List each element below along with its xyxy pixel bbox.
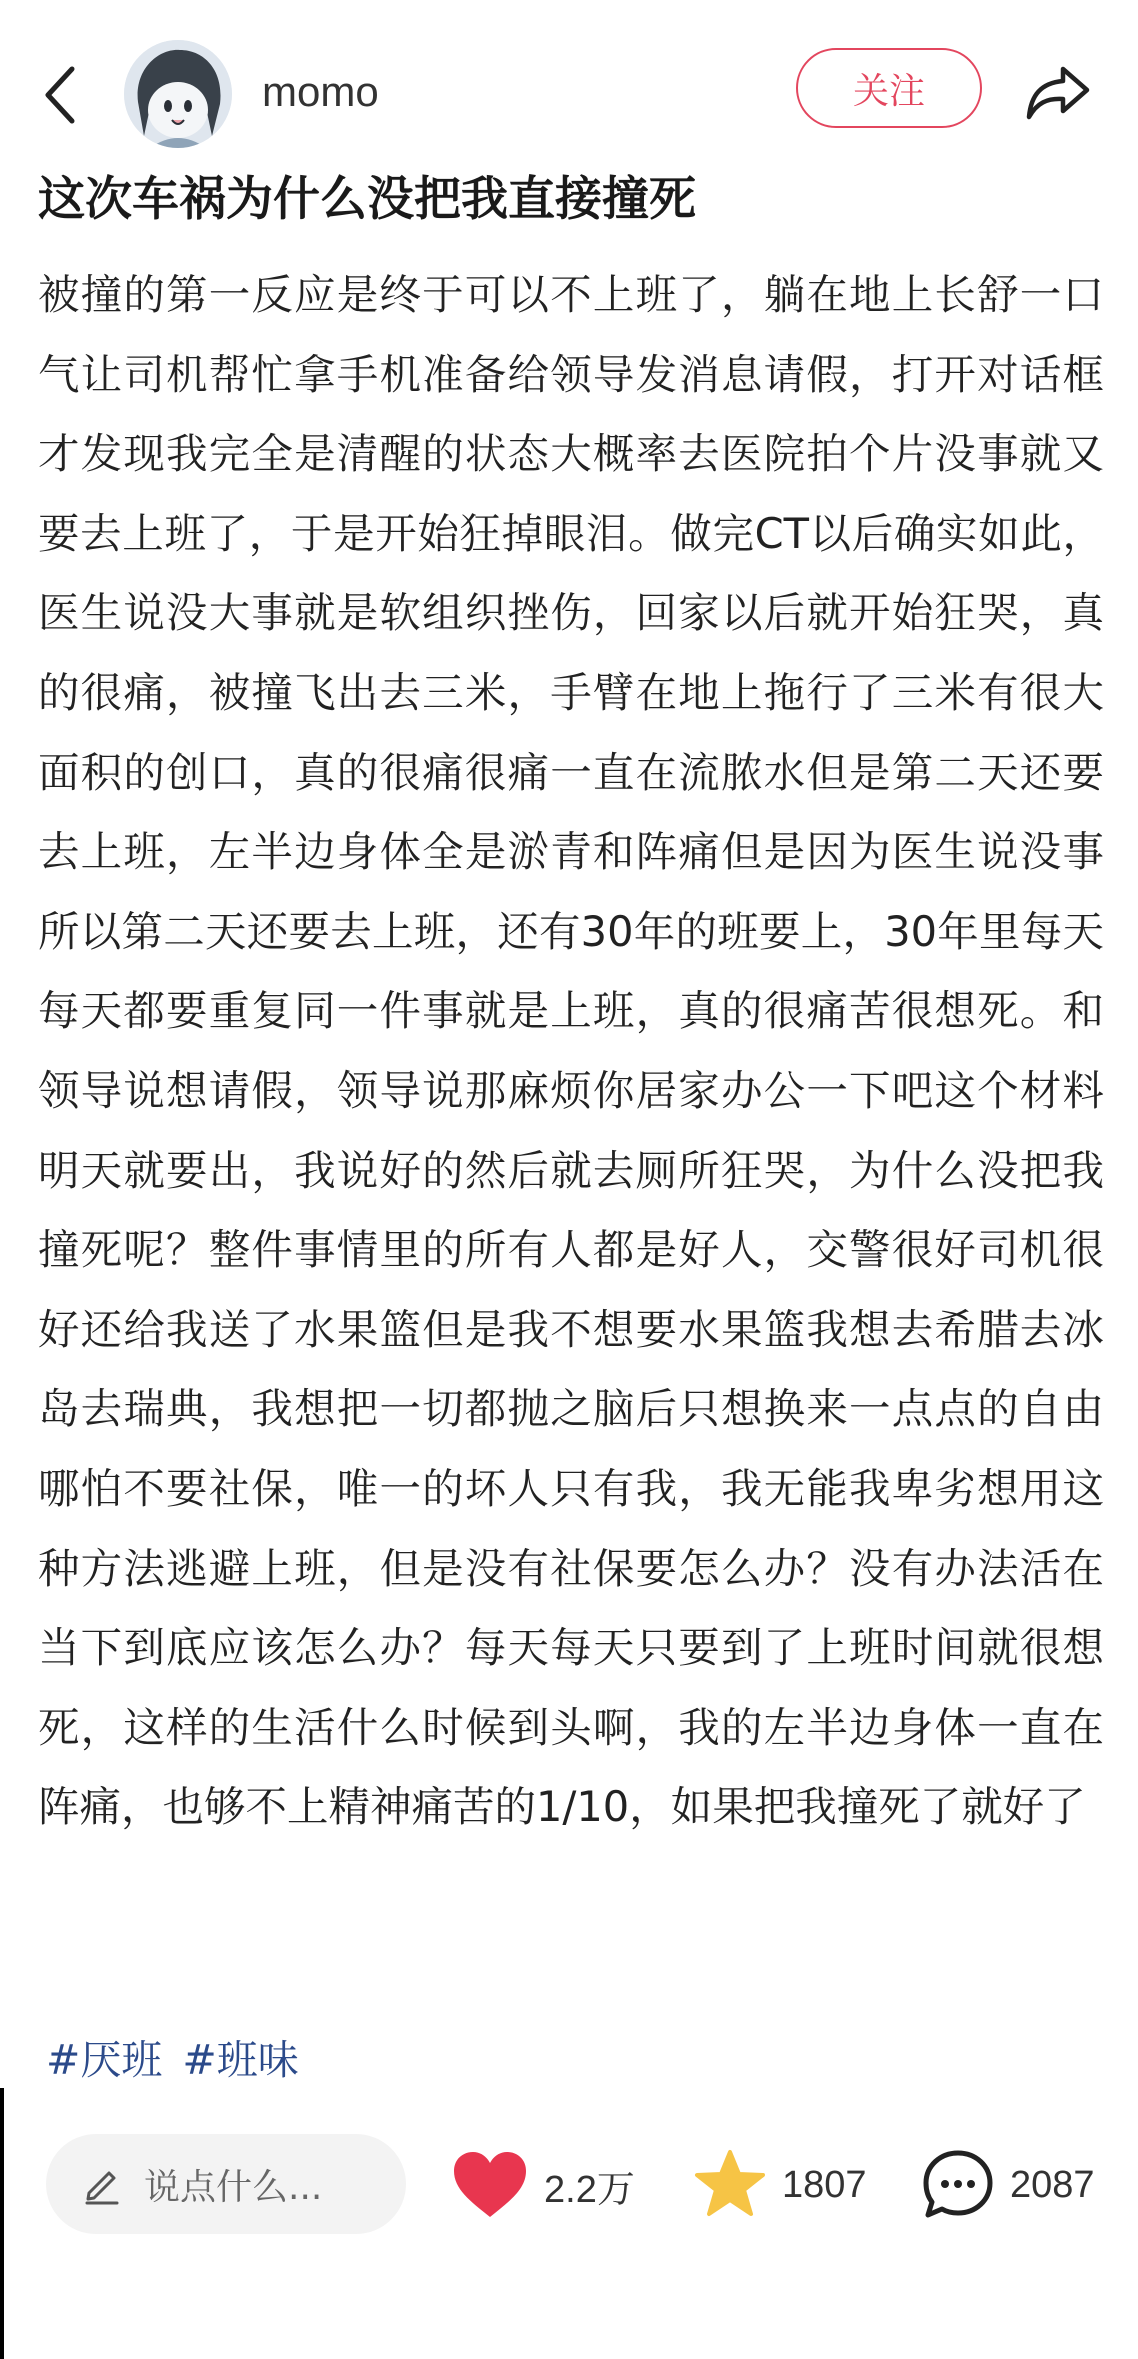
chevron-left-icon <box>40 63 80 127</box>
pen-icon <box>80 2162 124 2206</box>
post-body: 被撞的第一反应是终于可以不上班了，躺在地上长舒一口气让司机帮忙拿手机准备给领导发消息请假，打开对话框才发现我完全是清醒的状态大概率去医院拍个片没事就又要去上班了，于是开始狂掉眼泪。做完CT以后确实如此，医生说没大事就是软组织挫伤，回家以后就开始狂哭，真的很痛，被撞飞出去三米，手臂在地上拖行了三米有很大面积的创口，真的很痛很痛一直在流脓水但是第二天还要去上班，左半边身体全是淤青和阵痛但是因为医生说没事所以第二天还要去上班，还有30年的班要上，30年里每天每天都要重复同一件事就是上班，真的很痛苦很想死。和领导说想请假，领导说那麻烦你居家办公一下吧这个材料明天就要出，我说好的然后就去厕所狂哭，为什么没把我撞死呢？整件事情里的所有人都是好人，交警很好司机很好还给我送了水果篮但是我不想要水果篮我想去希腊去冰岛去瑞典，我想把一切都抛之脑后只想换来一点点的自由哪怕不要社保，唯一的坏人只有我，我无能我卑劣想用这种方法逃避上班，但是没有社保要怎么办？没有办法活在当下到底应该怎么办？每天每天只要到了上班时间就很想死，这样的生活什么时候到头啊，我的左半边身体一直在阵痛，也够不上精神痛苦的1/10，如果把我撞死了就好了 <box>38 270 1104 1832</box>
comment-count: 2087 <box>1010 2163 1095 2206</box>
favorite-count: 1807 <box>782 2163 867 2206</box>
follow-button[interactable]: 关注 <box>796 48 982 128</box>
favorite-button[interactable] <box>692 2130 867 2240</box>
post-header <box>0 0 1138 170</box>
share-arrow-icon <box>1025 63 1091 121</box>
tag-link[interactable]: #厌班 <box>46 2036 163 2084</box>
heart-icon <box>450 2149 530 2221</box>
author-name[interactable]: momo <box>262 68 379 115</box>
share-button[interactable] <box>1018 52 1098 132</box>
comment-placeholder: 说点什么... <box>144 2166 323 2208</box>
comment-input[interactable] <box>46 2134 406 2234</box>
comment-button[interactable] <box>920 2130 1095 2240</box>
avatar[interactable] <box>124 40 232 148</box>
back-button[interactable] <box>30 50 90 140</box>
tag-list <box>46 2022 299 2098</box>
post-title: 这次车祸为什么没把我直接撞死 <box>38 172 696 227</box>
avatar-image <box>124 40 232 148</box>
tag-link[interactable]: #班味 <box>182 2036 299 2084</box>
star-icon <box>692 2148 768 2222</box>
chat-bubble-icon <box>920 2147 996 2223</box>
like-count: 2.2万 <box>544 2168 635 2211</box>
like-button[interactable] <box>450 2130 635 2240</box>
bottom-action-bar <box>0 2130 1138 2240</box>
